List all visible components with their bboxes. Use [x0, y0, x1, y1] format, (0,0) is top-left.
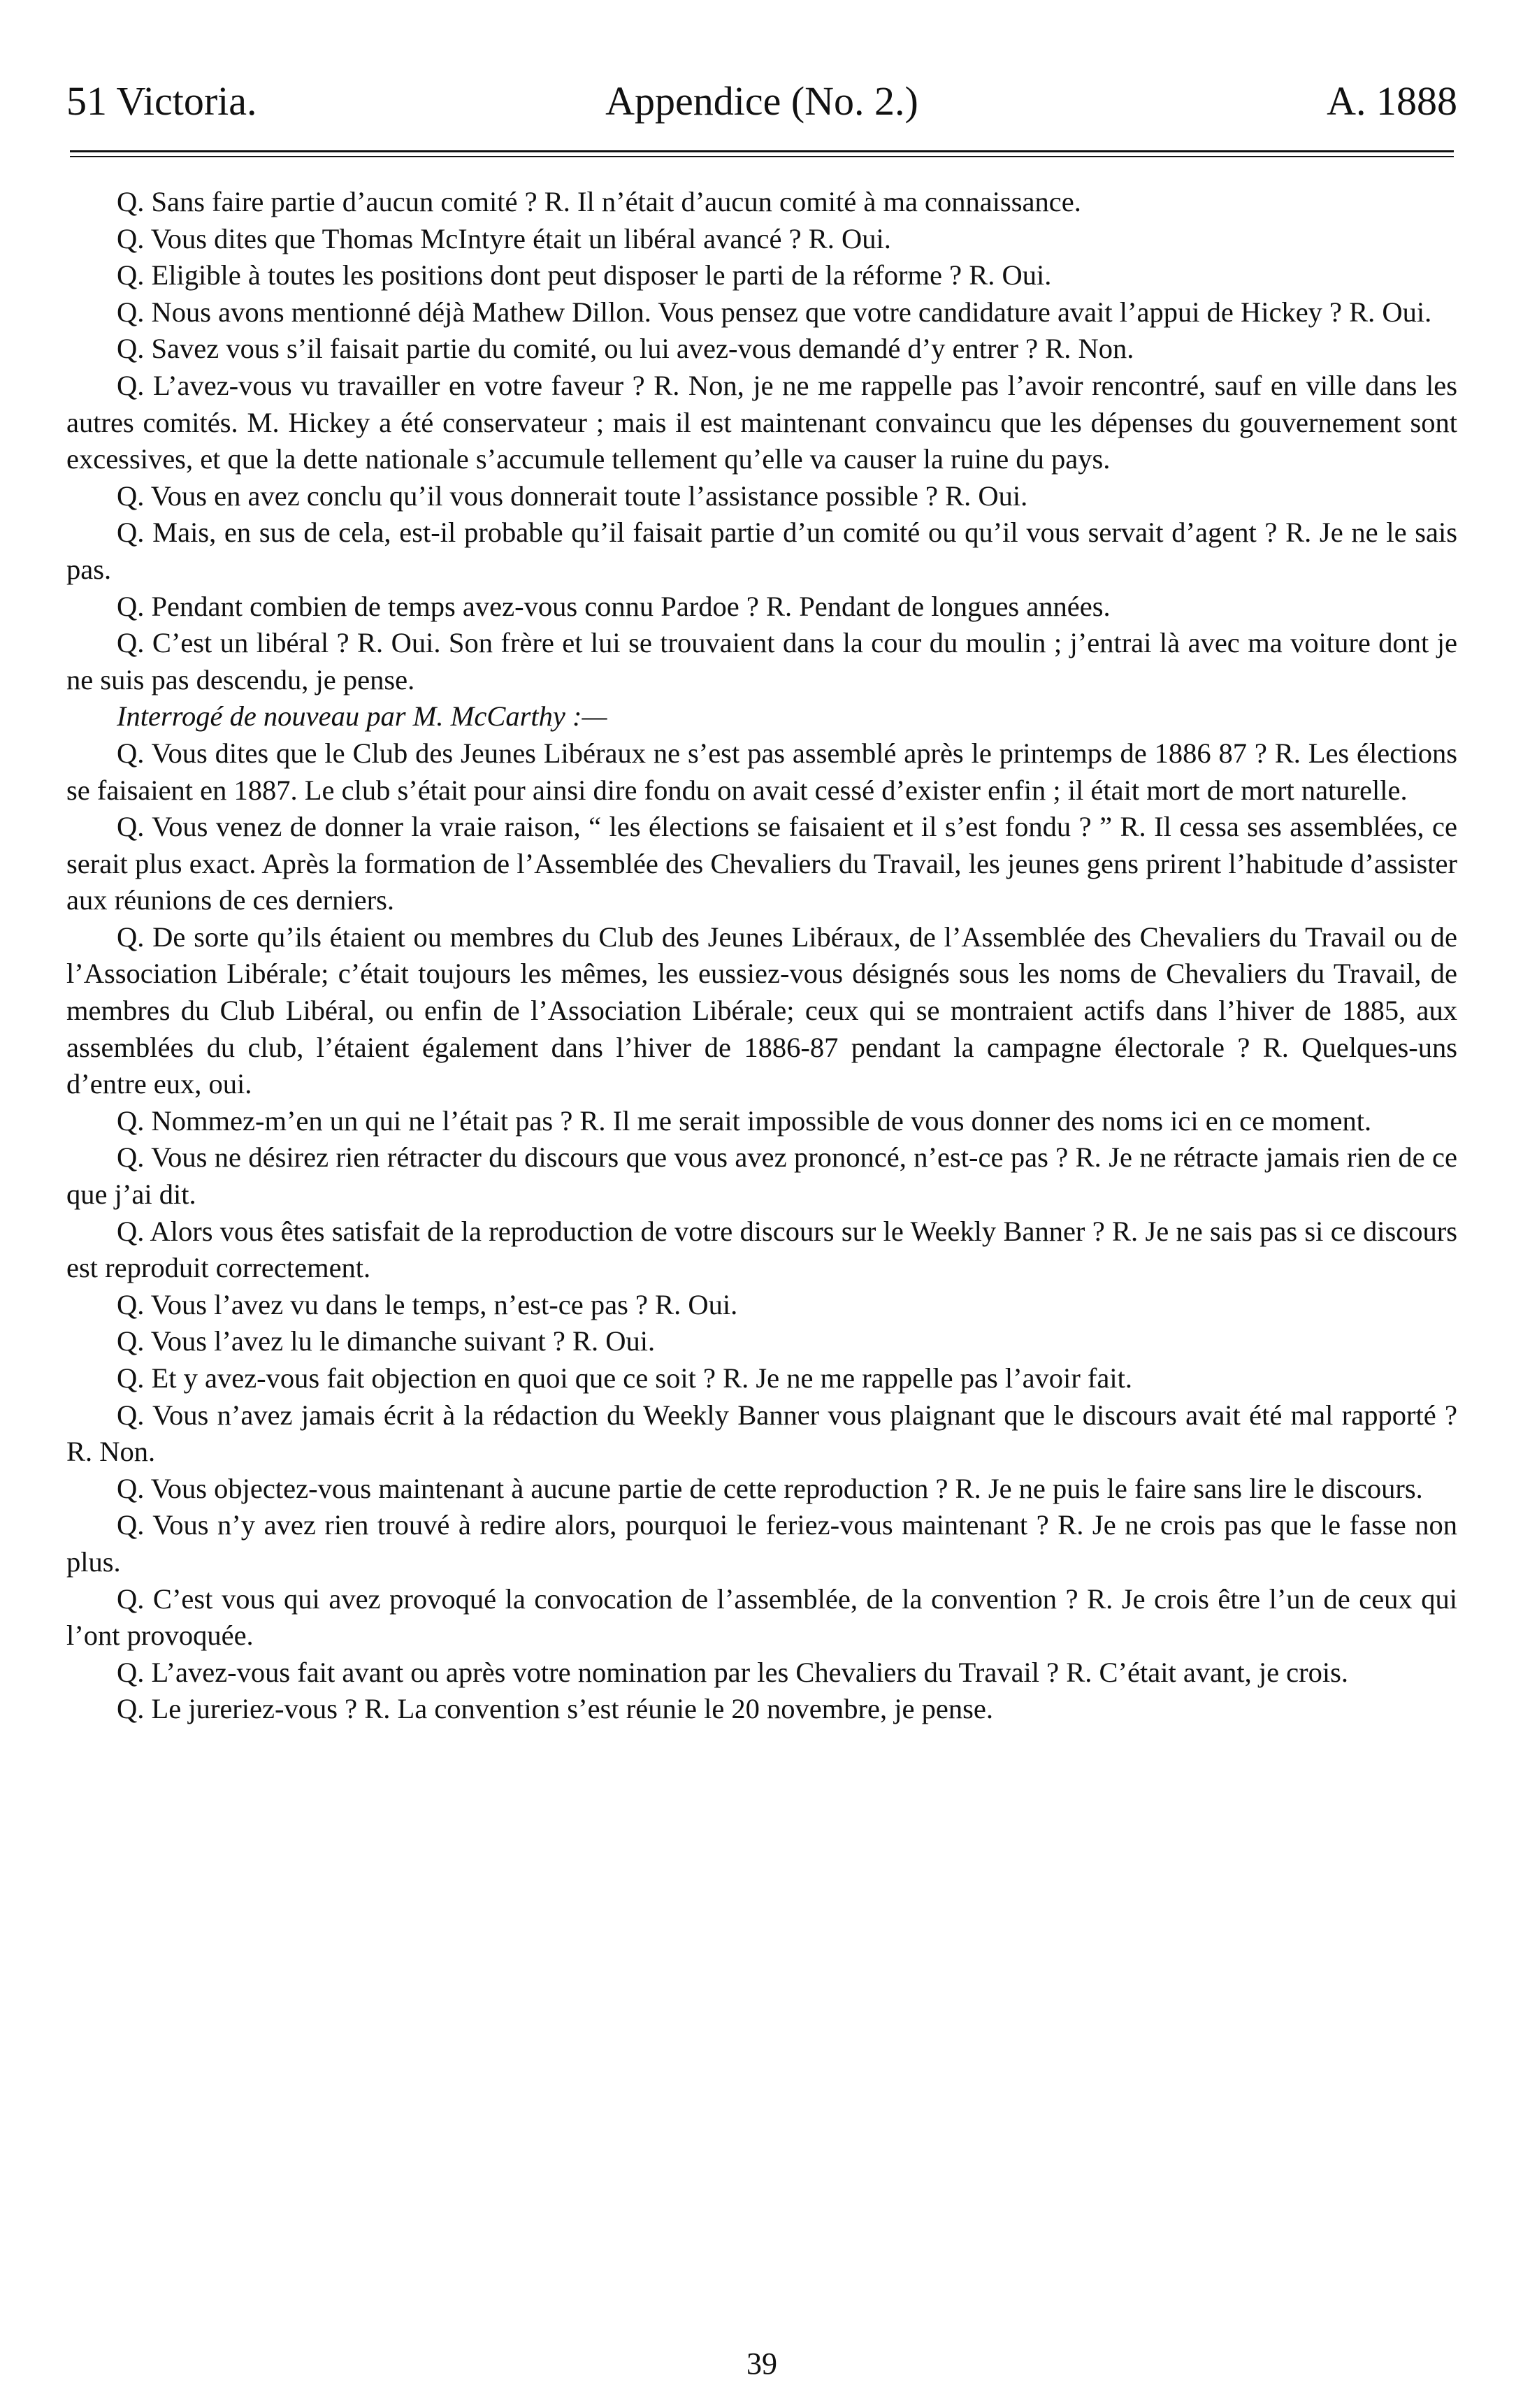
section-heading: Interrogé de nouveau par M. McCarthy :—: [117, 700, 607, 733]
header-appendix: Appendice (No. 2.): [605, 78, 918, 124]
transcript-body: [66, 184, 1457, 1728]
qa-paragraph: Q. Et y avez-vous fait objection en quoi que ce soit ? R. Je ne me rappelle pas l’avoir fait.: [117, 1362, 1133, 1394]
header-rule-second: [70, 156, 1454, 157]
qa-paragraph: Q. Vous objectez-vous maintenant à aucune partie de cette reproduction ? R. Je ne puis le faire sans lire le discours.: [117, 1472, 1423, 1504]
qa-paragraph: Q. Nommez-m’en un qui ne l’était pas ? R. Il me serait impossible de vous donner des noms ici en ce moment.: [117, 1104, 1372, 1137]
qa-paragraph: Q. De sorte qu’ils étaient ou membres du Club des Jeunes Libéraux, de l’Assemblée des Chevaliers du Travail ou de l’Association Libérale; c’était toujours les mêmes, les eussiez-vous désignés sous les noms de Chevaliers du Travail, de membres du Club Libéral, ou enfin de l’Association Libérale; ceux qui se montraient actifs dans l’hiver de 1885, aux assemblées du club, l’étaient également dans l’hiver de 1886-87 pendant la campagne électorale ? R. Quelques-uns d’entre eux, oui.: [66, 921, 1457, 1100]
qa-paragraph: Q. Vous venez de donner la vraie raison, “ les élections se faisaient et il s’est fondu ? ” R. Il cessa ses assemblées, ce serait plus exact. Après la formation de l’Assemblée des Chevaliers du Travail, les jeunes gens prirent l’habitude d’assister aux réunions de ces derniers.: [66, 811, 1457, 916]
qa-paragraph: Q. Vous n’y avez rien trouvé à redire alors, pourquoi le feriez-vous maintenant ? R. Je ne crois pas que le fasse non plus.: [66, 1509, 1457, 1578]
page-header: [66, 66, 1457, 143]
qa-paragraph: Q. Vous n’avez jamais écrit à la rédaction du Weekly Banner vous plaignant que le discours avait été mal rapporté ? R. Non.: [66, 1399, 1457, 1468]
header-rule: [70, 150, 1454, 152]
page-number: 39: [746, 2346, 777, 2381]
qa-paragraph: Q. Mais, en sus de cela, est-il probable qu’il faisait partie d’un comité ou qu’il vous servait d’agent ? R. Je ne le sais pas.: [66, 517, 1457, 585]
qa-paragraph: Q. Vous dites que le Club des Jeunes Libéraux ne s’est pas assemblé après le printemps de 1886 87 ? R. Les élections se faisaient en 1887. Le club s’était pour ainsi dire fondu on avait cessé d’exister enfin ; il était mort de mort naturelle.: [66, 737, 1457, 806]
qa-paragraph: Q. Savez vous s’il faisait partie du comité, ou lui avez-vous demandé d’y entrer ? R. Non.: [117, 333, 1134, 365]
qa-paragraph: Q. Le jureriez-vous ? R. La convention s’est réunie le 20 novembre, je pense.: [117, 1693, 993, 1725]
qa-paragraph: Q. C’est vous qui avez provoqué la convocation de l’assemblée, de la convention ? R. Je crois être l’un de ceux qui l’ont provoquée.: [66, 1582, 1457, 1652]
qa-paragraph: Q. Alors vous êtes satisfait de la reproduction de votre discours sur le Weekly Banner ? R. Je ne sais pas si ce discours est reproduit correctement.: [66, 1215, 1457, 1284]
qa-paragraph: Q. Vous en avez conclu qu’il vous donnerait toute l’assistance possible ? R. Oui.: [117, 480, 1028, 512]
qa-paragraph: Q. Sans faire partie d’aucun comité ? R. Il n’était d’aucun comité à ma connaissance.: [117, 186, 1081, 217]
qa-paragraph: Q. Vous ne désirez rien rétracter du discours que vous avez prononcé, n’est-ce pas ? R. Je ne rétracte jamais rien de ce que j’ai dit.: [66, 1141, 1457, 1211]
qa-paragraph: Q. L’avez-vous vu travailler en votre faveur ? R. Non, je ne me rappelle pas l’avoir rencontré, sauf en ville dans les autres comités. M. Hickey a été conservateur ; mais il est maintenant convaincu que les dépenses du gouvernement sont excessives, et que la dette nationale s’accumule tellement qu’elle va causer la ruine du pays.: [66, 369, 1457, 475]
header-year: A. 1888: [1327, 78, 1457, 124]
qa-paragraph: Q. Vous dites que Thomas McIntyre était un libéral avancé ? R. Oui.: [117, 222, 891, 254]
qa-paragraph: Q. Vous l’avez vu dans le temps, n’est-ce pas ? R. Oui.: [117, 1288, 738, 1320]
qa-paragraph: Q. Nous avons mentionné déjà Mathew Dillon. Vous pensez que votre candidature avait l’appui de Hickey ? R. Oui.: [117, 296, 1432, 328]
qa-paragraph: Q. Pendant combien de temps avez-vous connu Pardoe ? R. Pendant de longues années.: [117, 590, 1111, 622]
qa-paragraph: Q. C’est un libéral ? R. Oui. Son frère et lui se trouvaient dans la cour du moulin ; j’entrai là avec ma voiture dont je ne suis pas descendu, je pense.: [66, 627, 1457, 695]
qa-paragraph: Q. Vous l’avez lu le dimanche suivant ? R. Oui.: [117, 1325, 656, 1357]
qa-paragraph: Q. L’avez-vous fait avant ou après votre nomination par les Chevaliers du Travail ? R. C’était avant, je crois.: [117, 1656, 1349, 1688]
qa-paragraph: Q. Eligible à toutes les positions dont peut disposer le parti de la réforme ? R. Oui.: [117, 259, 1052, 291]
document-page: [66, 66, 1457, 2381]
header-session: 51 Victoria.: [66, 78, 257, 124]
